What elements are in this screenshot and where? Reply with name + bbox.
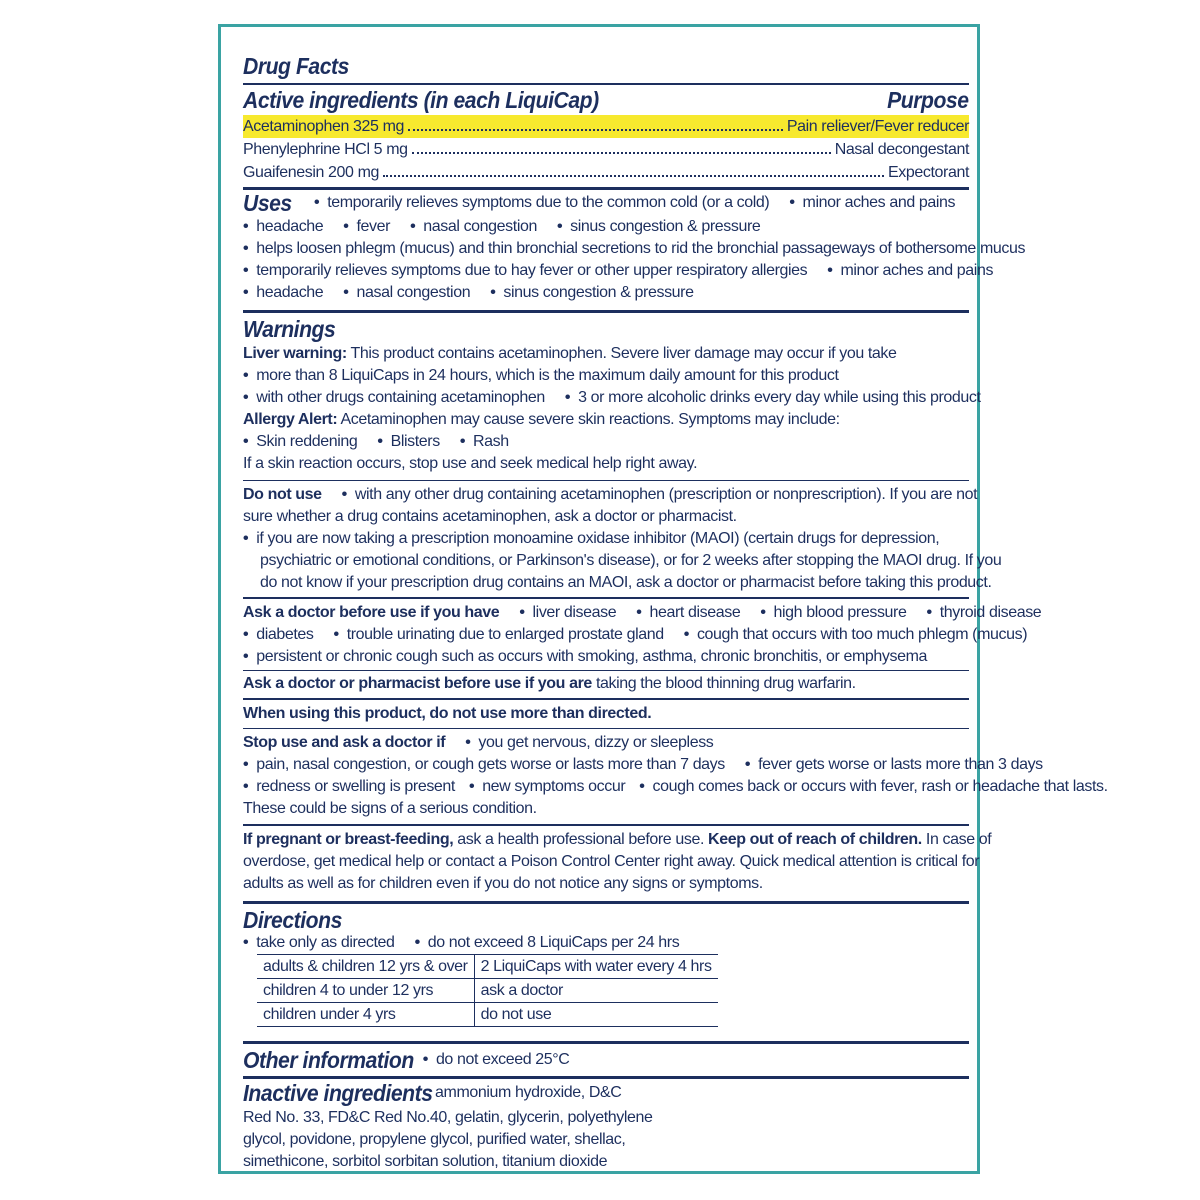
symptom-item: • Skin reddening [243,431,357,453]
liver-warning-label: Liver warning: [243,344,347,362]
dosage-table [257,954,718,1027]
drug-facts-title: Drug Facts [243,53,349,79]
use-item: • temporarily relieves symptoms due to the common cold (or a cold) [314,192,769,214]
dose: 2 LiquiCaps with water every 4 hrs [480,957,712,975]
directions-bullets [243,932,969,954]
do-not-use-cont: sure whether a drug contains acetaminophen, ask a doctor or pharmacist. [243,508,737,525]
condition-item: • cough that occurs with too much phlegm (mucus) [684,624,1027,646]
condition-item: • trouble urinating due to enlarged prostate gland [334,624,664,646]
divider [243,670,969,672]
stop-use-line [243,754,1043,776]
use-item: • fever [343,216,390,238]
active-ingredients-header: Active ingredients (in each LiquiCap) [243,86,599,113]
age-group: children 4 to under 12 yrs [257,978,474,1002]
use-item: • sinus congestion & pressure [490,282,693,304]
other-info-header: Other information [243,1046,414,1073]
do-not-use-item: • if you are now taking a prescription monoamine oxidase inhibitor (MAOI) (certain drugs for depression, [243,528,939,550]
inactive-text: Red No. 33, FD&C Red No.40, gelatin, glycerin, polyethylene [243,1108,653,1126]
dose: do not use [480,1005,552,1023]
use-item: • minor aches and pains [789,192,955,214]
inactive-ingredients [243,1079,969,1107]
stop-item: • pain, nasal congestion, or cough gets worse or lasts more than 7 days [243,754,725,776]
leader-dots [383,161,884,177]
pregnancy-warning [243,829,992,851]
allergy-symptoms [243,431,969,453]
uses-line [243,282,969,304]
liver-warning [243,343,969,365]
stop-use-label: Stop use and ask a doctor if [243,734,446,751]
divider [243,728,969,730]
stop-use-line [243,776,1108,798]
use-item: • nasal congestion [343,282,470,304]
leader-dots [408,115,783,131]
ingredient-name: Acetaminophen 325 mg [243,117,405,135]
ingredient-purpose: Expectorant [888,163,969,181]
ask-doctor-line [243,624,1028,646]
pregnancy-label: If pregnant or breast-feeding, [243,830,454,848]
divider [243,698,969,700]
table-row [257,1002,718,1026]
ask-doctor-label: Ask a doctor before use if you have [243,603,500,621]
use-item: • sinus congestion & pressure [557,216,760,238]
divider [243,480,969,482]
when-using-label: When using this product, do not use more than directed. [243,704,652,722]
allergy-end: If a skin reaction occurs, stop use and seek medical help right away. [243,454,698,472]
condition-item: • high blood pressure [760,602,906,624]
ingredient-name: Phenylephrine HCl 5 mg [243,140,408,158]
do-not-use [243,484,978,506]
other-info-item: • do not exceed 25°C [423,1049,570,1071]
liver-bullets [243,365,969,387]
age-group: children under 4 yrs [257,1002,474,1026]
stop-item: • redness or swelling is present [243,776,455,798]
use-item: • helps loosen phlegm (mucus) and thin bronchial secretions to rid the bronchial passageways of bothersome mucus [243,238,1025,260]
ingredient-purpose: Nasal decongestant [834,140,969,158]
condition-item: • diabetes [243,624,314,646]
ingredient-row [243,138,969,161]
leader-dots [412,138,831,154]
do-not-use-cont: psychiatric or emotional conditions, or Parkinson's disease), or for 2 weeks after stopping the MAOI drug. If you [260,552,1002,569]
ingredient-name: Guaifenesin 200 mg [243,163,380,181]
ingredient-row [243,115,969,138]
keep-out-label: Keep out of reach of children. [708,830,922,848]
active-header-row [243,85,969,115]
inactive-text: ammonium hydroxide, D&C [435,1083,622,1101]
when-using [243,703,969,725]
allergy-alert-label: Allergy Alert: [243,410,338,428]
ask-doctor-line [243,646,969,668]
use-item: • nasal congestion [410,216,537,238]
allergy-alert-text: Acetaminophen may cause severe skin reactions. Symptoms may include: [337,410,840,428]
inactive-text: simethicone, sorbitol sorbitan solution, titanium dioxide [243,1152,608,1170]
uses-line [243,238,1026,260]
do-not-use-label: Do not use [243,486,322,503]
keep-out-text: In case of [921,830,992,848]
liver-bullets [243,387,981,409]
direction-item: • take only as directed [243,932,395,954]
uses-line [243,216,969,238]
overdose-text: adults as well as for children even if you do not notice any signs or symptoms. [243,874,763,892]
dose: ask a doctor [480,981,563,999]
liver-bullet: • more than 8 LiquiCaps in 24 hours, which is the maximum daily amount for this product [243,365,839,387]
do-not-use-maoi [243,528,969,550]
use-item: • minor aches and pains [827,260,993,282]
condition-item: • heart disease [636,602,740,624]
uses-header: Uses [243,189,292,216]
stop-use-end: These could be signs of a serious condition. [243,800,537,817]
stop-item: • you get nervous, dizzy or sleepless [465,732,713,754]
use-item: • temporarily relieves symptoms due to hay fever or other upper respiratory allergies [243,260,807,282]
stop-use [243,732,969,754]
stop-item: • fever gets worse or lasts more than 3 days [745,754,1043,776]
symptom-item: • Rash [460,431,509,453]
do-not-use-cont: do not know if your prescription drug contains an MAOI, ask a doctor or pharmacist before taking this product. [260,574,992,591]
allergy-alert [243,409,969,431]
symptom-item: • Blisters [377,431,439,453]
liver-warning-text: This product contains acetaminophen. Severe liver damage may occur if you take [346,344,897,362]
overdose-text: overdose, get medical help or contact a Poison Control Center right away. Quick medical attention is critical for [243,852,980,870]
liver-bullet: • with other drugs containing acetaminophen [243,387,545,409]
pregnancy-text: ask a health professional before use. [453,830,709,848]
ask-pharmacist [243,673,969,695]
inactive-text: glycol, povidone, propylene glycol, purified water, shellac, [243,1130,626,1148]
other-information [243,1044,969,1076]
ingredient-purpose: Pain reliever/Fever reducer [786,117,969,135]
age-group: adults & children 12 yrs & over [257,954,474,978]
ask-pharmacist-label: Ask a doctor or pharmacist before use if you are [243,675,592,692]
table-row [257,954,718,978]
warnings-header: Warnings [243,315,336,342]
stop-item: • new symptoms occur [469,776,625,798]
condition-item: • persistent or chronic cough such as occurs with smoking, asthma, chronic bronchitis, or emphysema [243,646,927,668]
ask-doctor [243,602,1042,624]
direction-item: • do not exceed 8 LiquiCaps per 24 hrs [415,932,680,954]
liver-bullet: • 3 or more alcoholic drinks every day while using this product [565,387,981,409]
uses-line [243,260,994,282]
divider [243,824,969,826]
inactive-header: Inactive ingredients [243,1079,433,1106]
drug-facts-panel [218,24,1108,1174]
condition-item: • liver disease [519,602,616,624]
directions-header: Directions [243,906,342,933]
uses-line [243,190,969,216]
use-item: • headache [243,216,323,238]
table-row [257,978,718,1002]
purpose-header: Purpose [887,86,969,113]
drug-facts-content [243,51,1108,1173]
stop-item: • cough comes back or occurs with fever, rash or headache that lasts. [639,776,1107,798]
use-item: • headache [243,282,323,304]
divider [243,597,969,599]
do-not-use-item: • with any other drug containing acetaminophen (prescription or nonprescription). If you are not [342,484,978,506]
condition-item: • thyroid disease [926,602,1041,624]
ingredient-row [243,161,969,184]
ask-pharmacist-text: taking the blood thinning drug warfarin. [591,675,856,692]
